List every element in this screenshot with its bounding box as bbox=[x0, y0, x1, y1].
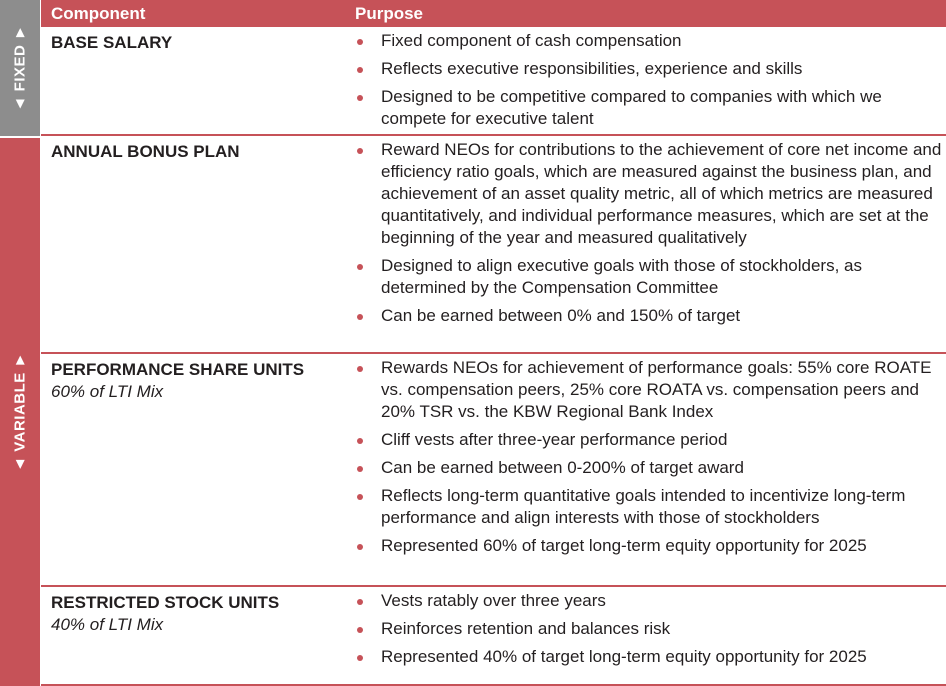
purpose-bullet: Can be earned between 0-200% of target award bbox=[355, 457, 942, 479]
purpose-bullet: Fixed component of cash compensation bbox=[355, 30, 942, 52]
header-component: Component bbox=[51, 4, 146, 23]
component-subtitle: 60% of LTI Mix bbox=[51, 382, 164, 401]
purpose-list bbox=[355, 357, 942, 563]
purpose-bullet: Cliff vests after three-year performance period bbox=[355, 429, 942, 451]
component-title: RESTRICTED STOCK UNITS bbox=[51, 593, 280, 612]
purpose-bullet: Reward NEOs for contributions to the achievement of core net income and efficiency ratio goals, which are measured against the business plan, and achievement of an asset quality metric, all of which metrics are measured quantitatively, and individual performance measures, which are set at the beginning of the year and measured qualitatively bbox=[355, 139, 942, 249]
variable-side-label: ◄ VARIABLE ► bbox=[11, 352, 29, 472]
component-cell bbox=[51, 141, 351, 163]
purpose-list bbox=[355, 30, 942, 136]
table-row-base-salary bbox=[41, 27, 946, 136]
purpose-bullet: Represented 40% of target long-term equity opportunity for 2025 bbox=[355, 646, 942, 668]
component-subtitle: 40% of LTI Mix bbox=[51, 615, 164, 634]
table-row-rsu bbox=[41, 587, 946, 686]
purpose-bullet: Designed to align executive goals with those of stockholders, as determined by the Compensation Committee bbox=[355, 255, 942, 299]
purpose-bullet: Designed to be competitive compared to companies with which we compete for executive talent bbox=[355, 86, 942, 130]
component-title: ANNUAL BONUS PLAN bbox=[51, 142, 240, 161]
component-cell bbox=[51, 592, 351, 636]
compensation-table bbox=[41, 0, 946, 686]
table-row-psu bbox=[41, 354, 946, 587]
purpose-bullet: Vests ratably over three years bbox=[355, 590, 942, 612]
fixed-side-band bbox=[0, 0, 40, 136]
purpose-bullet: Rewards NEOs for achievement of performance goals: 55% core ROATE vs. compensation peers, 25% core ROATA vs. compensation peers and 20% TSR vs. the KBW Regional Bank Index bbox=[355, 357, 942, 423]
purpose-bullet: Reinforces retention and balances risk bbox=[355, 618, 942, 640]
fixed-side-label: ◄ FIXED ► bbox=[11, 24, 29, 112]
component-cell bbox=[51, 32, 351, 54]
purpose-list bbox=[355, 139, 942, 333]
table-header bbox=[41, 0, 946, 27]
purpose-bullet: Reflects long-term quantitative goals intended to incentivize long-term performance and align interests with those of stockholders bbox=[355, 485, 942, 529]
component-title: BASE SALARY bbox=[51, 33, 173, 52]
variable-side-band bbox=[0, 138, 40, 686]
component-title: PERFORMANCE SHARE UNITS bbox=[51, 360, 305, 379]
purpose-bullet: Can be earned between 0% and 150% of target bbox=[355, 305, 942, 327]
header-purpose: Purpose bbox=[355, 4, 424, 23]
purpose-bullet: Represented 60% of target long-term equity opportunity for 2025 bbox=[355, 535, 942, 557]
purpose-list bbox=[355, 590, 942, 674]
table-row-annual-bonus bbox=[41, 136, 946, 354]
component-cell bbox=[51, 359, 351, 403]
purpose-bullet: Reflects executive responsibilities, experience and skills bbox=[355, 58, 942, 80]
